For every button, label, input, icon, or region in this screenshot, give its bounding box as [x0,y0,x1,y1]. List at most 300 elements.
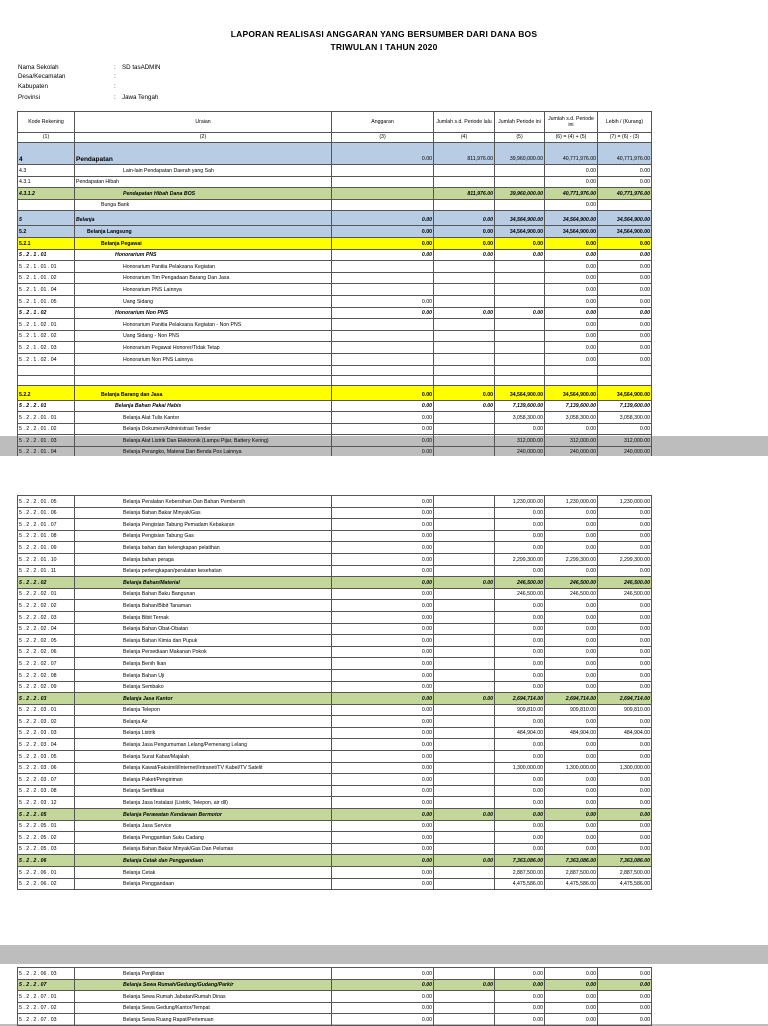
cell-kode: 5 . 2 . 2 . 02 . 08 [18,669,75,681]
cell-lebih: 40,771,976.00 [598,188,652,200]
table-row [18,307,652,319]
cell-lebih: 0.00 [598,353,652,365]
table-row [18,878,652,890]
cell-ini [495,365,545,375]
cell-ini: 0.00 [495,968,545,980]
cell-lalu [434,727,495,739]
cell-kode: 5 . 2 . 2 . 06 . 01 [18,867,75,879]
cell-sd-ini: 0.00 [545,820,598,832]
cell-lebih: 0.00 [598,832,652,844]
report-table-page-2 [17,495,652,890]
cell-anggaran: 0.00 [332,704,434,716]
cell-ini: 1,300,000.00 [495,762,545,774]
cell-sd-ini: 0.00 [545,751,598,763]
cell-ini: 484,904.00 [495,727,545,739]
cell-lalu: 0.00 [434,385,495,400]
header-uraian: Uraian [75,112,332,133]
cell-uraian: Belanja Alat Tulis Kantor [75,412,332,424]
cell-lebih: 2,887,500.00 [598,867,652,879]
cell-kode: 5 . 2 . 2 . 06 . 02 [18,878,75,890]
cell-uraian: Belanja Bahan Pakai Habis [75,400,332,412]
cell-ini: 0.00 [495,519,545,531]
cell-ini [495,272,545,284]
cell-kode: 5 . 2 . 2 . 01 . 11 [18,565,75,577]
cell-uraian: Honorarium Tim Pengadaan Barang Dan Jasa [75,272,332,284]
cell-lalu: 811,976.00 [434,143,495,165]
cell-sd-ini: 2,299,300.00 [545,553,598,565]
cell-sd-ini: 0.00 [545,991,598,1003]
cell-kode: 5 . 2 . 1 . 02 . 04 [18,353,75,365]
cell-sd-ini: 1,300,000.00 [545,762,598,774]
cell-anggaran: 0.00 [332,832,434,844]
cell-uraian: Belanja Telepon [75,704,332,716]
cell-lalu [434,797,495,809]
cell-anggaran: 0.00 [332,295,434,307]
cell-anggaran: 0.00 [332,542,434,554]
cell-sd-ini: 34,564,900.00 [545,211,598,226]
cell-lalu [434,365,495,375]
cell-lalu [434,623,495,635]
cell-sd-ini: 909,810.00 [545,704,598,716]
cell-uraian: Belanja Langsung [75,226,332,238]
cell-ini: 0.00 [495,979,545,991]
cell-ini: 0.00 [495,623,545,635]
cell-ini: 312,000.00 [495,435,545,447]
table-row [18,669,652,681]
cell-anggaran: 0.00 [332,739,434,751]
cell-anggaran: 0.00 [332,1002,434,1014]
cell-lebih: 0.00 [598,284,652,296]
cell-sd-ini: 0.00 [545,716,598,728]
cell-ini: 0.00 [495,669,545,681]
cell-sd-ini: 7,363,086.00 [545,855,598,867]
cell-sd-ini: 0.00 [545,968,598,980]
table-row [18,739,652,751]
cell-sd-ini: 2,694,714.00 [545,693,598,705]
cell-ini: 0.00 [495,307,545,319]
cell-lebih: 0.00 [598,342,652,354]
cell-anggaran: 0.00 [332,577,434,589]
cell-sd-ini: 0.00 [545,342,598,354]
cell-kode: 5 . 2 . 2 . 07 . 01 [18,991,75,1003]
cell-sd-ini: 2,887,500.00 [545,867,598,879]
cell-lalu [434,968,495,980]
cell-lalu [434,843,495,855]
cell-lalu [434,542,495,554]
cell-lalu [434,423,495,435]
table-row [18,693,652,705]
cell-sd-ini: 1,230,000.00 [545,496,598,508]
cell-kode: 5 . 2 . 2 . 01 . 03 [18,435,75,447]
cell-lalu [434,375,495,385]
table-row [18,553,652,565]
info-row-district: Desa/Kecamatan : [18,73,116,80]
cell-kode [18,199,75,211]
table-header-numbers: (1) (2) (3) (4) (5) (6) = (4) + (5) (7) = (6) - (3) [18,133,652,143]
cell-ini: 0.00 [495,751,545,763]
cell-anggaran: 0.00 [332,143,434,165]
cell-kode: 5 . 2 . 2 . 02 . 01 [18,588,75,600]
cell-uraian: Belanja Sewa Gedung/Kantor/Tempat [75,1002,332,1014]
cell-sd-ini: 0.00 [545,307,598,319]
cell-lalu: 0.00 [434,979,495,991]
cell-lebih: 0.00 [598,530,652,542]
cell-sd-ini: 240,000.00 [545,446,598,458]
cell-anggaran: 0.00 [332,716,434,728]
cell-lebih: 0.00 [598,843,652,855]
cell-uraian: Belanja bahan dan kelengkapan pelatihan [75,542,332,554]
cell-sd-ini: 0.00 [545,611,598,623]
cell-kode: 5 . 2 . 2 . 03 . 05 [18,751,75,763]
table-row [18,249,652,261]
cell-ini: 0.00 [495,809,545,821]
table-row [18,716,652,728]
cell-lebih: 240,000.00 [598,446,652,458]
cell-kode: 5 . 2 . 1 . 01 . 02 [18,272,75,284]
cell-lalu [434,1002,495,1014]
cell-lalu [434,295,495,307]
cell-sd-ini: 0.00 [545,832,598,844]
cell-anggaran [332,353,434,365]
cell-sd-ini: 0.00 [545,353,598,365]
cell-kode: 4 [18,143,75,165]
cell-anggaran: 0.00 [332,446,434,458]
cell-lebih: 7,139,600.00 [598,400,652,412]
cell-kode [18,365,75,375]
cell-ini: 240,000.00 [495,446,545,458]
cell-lalu [434,739,495,751]
cell-ini: 0.00 [495,739,545,751]
cell-uraian [75,365,332,375]
cell-uraian: Belanja Listrik [75,727,332,739]
cell-kode [18,375,75,385]
table-row [18,577,652,589]
table-row [18,832,652,844]
cell-lebih [598,375,652,385]
cell-uraian: Belanja Bahan Uji [75,669,332,681]
cell-lebih: 0.00 [598,739,652,751]
cell-kode: 5 . 2 . 2 . 03 . 07 [18,774,75,786]
cell-anggaran: 0.00 [332,307,434,319]
cell-ini [495,176,545,188]
cell-sd-ini: 246,500.00 [545,588,598,600]
header-sd-ini: Jumlah s.d. Periode ini [545,112,598,133]
cell-kode: 4.3.1 [18,176,75,188]
cell-sd-ini: 0.00 [545,530,598,542]
cell-kode: 5 . 2 . 2 . 01 . 10 [18,553,75,565]
cell-sd-ini: 0.00 [545,774,598,786]
cell-anggaran [332,330,434,342]
table-row [18,188,652,200]
cell-lebih: 0.00 [598,611,652,623]
cell-kode: 5 . 2 . 2 . 02 . 04 [18,623,75,635]
cell-sd-ini: 0.00 [545,272,598,284]
cell-kode: 5 . 2 . 2 . 02 . 09 [18,681,75,693]
cell-anggaran: 0.00 [332,669,434,681]
cell-kode: 5 . 2 . 1 . 02 [18,307,75,319]
cell-lebih: 34,564,900.00 [598,385,652,400]
cell-lebih: 484,904.00 [598,727,652,739]
cell-kode: 5 . 2 . 2 . 01 . 04 [18,446,75,458]
cell-kode: 5 . 2 . 2 . 01 . 08 [18,530,75,542]
table-row [18,375,652,385]
report-page-1 [0,0,768,456]
cell-anggaran [332,284,434,296]
cell-ini: 39,960,000.00 [495,143,545,165]
cell-sd-ini: 0.00 [545,319,598,331]
table-row [18,496,652,508]
cell-uraian: Belanja Sewa Rumah/Gedung/Gudang/Parkir [75,979,332,991]
cell-uraian: Belanja Air [75,716,332,728]
cell-kode: 5 . 2 . 2 . 06 [18,855,75,867]
cell-anggaran: 0.00 [332,553,434,565]
cell-lebih: 0.00 [598,423,652,435]
cell-sd-ini: 312,000.00 [545,435,598,447]
cell-lalu [434,669,495,681]
cell-ini: 34,564,900.00 [495,211,545,226]
cell-lebih: 40,771,976.00 [598,143,652,165]
cell-sd-ini: 0.00 [545,600,598,612]
cell-uraian: Honorarium Panitia Pelaksana Kegiatan [75,261,332,273]
cell-ini: 0.00 [495,797,545,809]
cell-uraian: Belanja Barang dan Jasa [75,385,332,400]
cell-kode: 5 . 2 . 2 . 03 . 08 [18,785,75,797]
cell-lalu: 0.00 [434,400,495,412]
cell-lalu [434,820,495,832]
cell-lebih: 0.00 [598,979,652,991]
cell-anggaran: 0.00 [332,968,434,980]
cell-uraian: Uang Sidang - Non PNS [75,330,332,342]
cell-kode: 5 . 2 . 1 . 01 . 04 [18,284,75,296]
cell-kode: 5 . 2 . 2 . 05 . 01 [18,820,75,832]
cell-anggaran: 0.00 [332,496,434,508]
table-row [18,588,652,600]
cell-lebih: 0.00 [598,774,652,786]
cell-lebih: 0.00 [598,600,652,612]
cell-kode: 5 . 2 . 2 . 02 . 06 [18,646,75,658]
cell-ini [495,165,545,177]
cell-uraian: Uang Sidang [75,295,332,307]
table-header [18,112,652,133]
cell-uraian: Belanja Sertifikasi [75,785,332,797]
table-row [18,751,652,763]
cell-lalu [434,611,495,623]
table-row [18,855,652,867]
cell-ini: 0.00 [495,611,545,623]
table-row [18,785,652,797]
cell-lebih: 2,299,300.00 [598,553,652,565]
cell-kode: 5.2.2 [18,385,75,400]
cell-anggaran [332,199,434,211]
cell-lebih: 909,810.00 [598,704,652,716]
cell-ini: 0.00 [495,600,545,612]
cell-uraian: Belanja Perangko, Materai Dan Benda Pos Lainnya [75,446,332,458]
cell-lebih [598,199,652,211]
header-ini: Jumlah Periode ini [495,112,545,133]
report-page-2 [0,456,768,945]
table-row [18,412,652,424]
cell-uraian: Belanja Benih Ikan [75,658,332,670]
cell-uraian: Belanja Jasa Instalasi (Listrik, Telepon, air dll) [75,797,332,809]
cell-sd-ini: 0.00 [545,295,598,307]
cell-anggaran: 0.00 [332,519,434,531]
cell-lebih: 246,500.00 [598,577,652,589]
cell-anggaran: 0.00 [332,623,434,635]
cell-ini: 0.00 [495,785,545,797]
cell-sd-ini: 0.00 [545,809,598,821]
cell-uraian: Belanja Bahan/Bibit Tanaman [75,600,332,612]
report-period: TRIWULAN I TAHUN 2020 [330,42,438,52]
cell-ini: 0.00 [495,565,545,577]
cell-sd-ini: 0.00 [545,681,598,693]
cell-lalu [434,199,495,211]
cell-ini: 34,564,900.00 [495,226,545,238]
cell-sd-ini: 0.00 [545,519,598,531]
cell-sd-ini: 484,904.00 [545,727,598,739]
cell-lalu [434,435,495,447]
cell-uraian: Honorarium Pegawai Honorer/Tidak Tetap [75,342,332,354]
cell-uraian: Honorarium Non PNS Lainnya [75,353,332,365]
cell-anggaran: 0.00 [332,785,434,797]
school-info [18,64,318,104]
cell-uraian: Belanja Penjilidan [75,968,332,980]
cell-kode: 5 . 2 . 1 . 01 . 05 [18,295,75,307]
cell-ini: 0.00 [495,774,545,786]
cell-lebih: 0.00 [598,658,652,670]
cell-ini: 2,694,714.00 [495,693,545,705]
cell-kode: 5 . 2 . 2 . 03 . 01 [18,704,75,716]
cell-sd-ini: 34,564,900.00 [545,226,598,238]
cell-lalu [434,342,495,354]
cell-lebih: 34,564,900.00 [598,226,652,238]
cell-uraian: Belanja Bahan Obat-Obatan [75,623,332,635]
cell-anggaran: 0.00 [332,867,434,879]
cell-ini: 0.00 [495,1002,545,1014]
cell-lalu: 0.00 [434,307,495,319]
table-row [18,809,652,821]
cell-sd-ini: 0.00 [545,507,598,519]
cell-kode: 4.3.1.2 [18,188,75,200]
cell-kode: 5 . 2 . 2 . 03 . 03 [18,727,75,739]
report-title: LAPORAN REALISASI ANGGARAN YANG BERSUMBER DARI DANA BOS [230,29,538,39]
cell-uraian: Lain-lain Pendapatan Daerah yang Sah [75,165,332,177]
cell-uraian: Belanja Kawat/Faksimili/Internet/Intranet/TV Kabel/TV Satelit [75,762,332,774]
cell-ini [495,284,545,296]
cell-kode: 5 . 2 . 2 . 02 [18,577,75,589]
cell-kode: 5 . 2 . 2 . 01 . 01 [18,412,75,424]
cell-uraian: Pendapatan Hibah [75,176,332,188]
table-row [18,635,652,647]
table-row [18,199,652,211]
cell-lebih: 0.00 [598,968,652,980]
cell-sd-ini: 34,564,900.00 [545,385,598,400]
cell-ini: 246,500.00 [495,588,545,600]
cell-ini: 909,810.00 [495,704,545,716]
table-row [18,365,652,375]
cell-ini: 0.00 [495,530,545,542]
cell-lalu [434,681,495,693]
cell-lebih: 0.00 [598,519,652,531]
cell-sd-ini: 0.00 [545,176,598,188]
table-row [18,1002,652,1014]
cell-kode: 5 . 2 . 2 . 03 . 06 [18,762,75,774]
cell-uraian: Belanja Bahan Kimia dan Pupuk [75,635,332,647]
table-row [18,165,652,177]
cell-lalu [434,353,495,365]
cell-lebih: 0.00 [598,261,652,273]
cell-anggaran: 0.00 [332,1014,434,1026]
cell-kode: 5 . 2 . 2 . 05 . 02 [18,832,75,844]
cell-sd-ini: 0.00 [545,658,598,670]
table-row [18,519,652,531]
cell-sd-ini [545,375,598,385]
cell-ini: 2,887,500.00 [495,867,545,879]
cell-lebih: 34,564,900.00 [598,211,652,226]
cell-kode: 5 . 2 . 2 . 01 . 09 [18,542,75,554]
cell-kode: 5 . 2 . 2 . 05 . 03 [18,843,75,855]
cell-lalu [434,530,495,542]
cell-anggaran [332,188,434,200]
table-row [18,143,652,165]
cell-anggaran: 0.00 [332,249,434,261]
cell-uraian: Pendapatan Hibah Dana BOS [75,188,332,200]
cell-anggaran [332,272,434,284]
table-body-page-1 [18,143,652,458]
cell-lalu [434,519,495,531]
cell-lalu [434,507,495,519]
cell-anggaran: 0.00 [332,658,434,670]
cell-lalu [434,774,495,786]
cell-lalu [434,565,495,577]
cell-anggaran: 0.00 [332,681,434,693]
cell-sd-ini: 0.00 [545,785,598,797]
cell-anggaran [332,261,434,273]
report-table-page-1 [17,111,652,458]
table-row [18,330,652,342]
cell-ini: 0.00 [495,832,545,844]
cell-uraian: Belanja Peralatan Kebersihan Dan Bahan Pembersih [75,496,332,508]
cell-uraian: Belanja Sewa Rumah Jabatan/Rumah Dinas [75,991,332,1003]
cell-lebih: 0.00 [598,330,652,342]
cell-ini: 34,564,900.00 [495,385,545,400]
cell-anggaran: 0.00 [332,385,434,400]
cell-sd-ini: 0.00 [545,646,598,658]
table-row [18,797,652,809]
table-row [18,727,652,739]
cell-anggaran: 0.00 [332,237,434,249]
cell-uraian: Belanja Jasa Kantor [75,693,332,705]
cell-sd-ini: 0.00 [545,843,598,855]
cell-uraian: Belanja Surat Kabar/Majalah [75,751,332,763]
cell-uraian: Honorarium PNS [75,249,332,261]
cell-ini: 246,500.00 [495,577,545,589]
cell-kode: 5 . 2 . 2 . 06 . 03 [18,968,75,980]
cell-kode: 5 . 2 . 1 . 02 . 03 [18,342,75,354]
cell-anggaran: 0.00 [332,588,434,600]
cell-anggaran: 0.00 [332,774,434,786]
table-row [18,423,652,435]
table-row [18,237,652,249]
cell-kode: 5 . 2 . 1 . 02 . 01 [18,319,75,331]
cell-ini [495,330,545,342]
table-row [18,1014,652,1026]
cell-anggaran: 0.00 [332,423,434,435]
cell-anggaran [332,342,434,354]
cell-ini: 0.00 [495,646,545,658]
cell-kode: 5 . 2 . 2 . 01 [18,400,75,412]
cell-lalu [434,716,495,728]
cell-lalu [434,785,495,797]
